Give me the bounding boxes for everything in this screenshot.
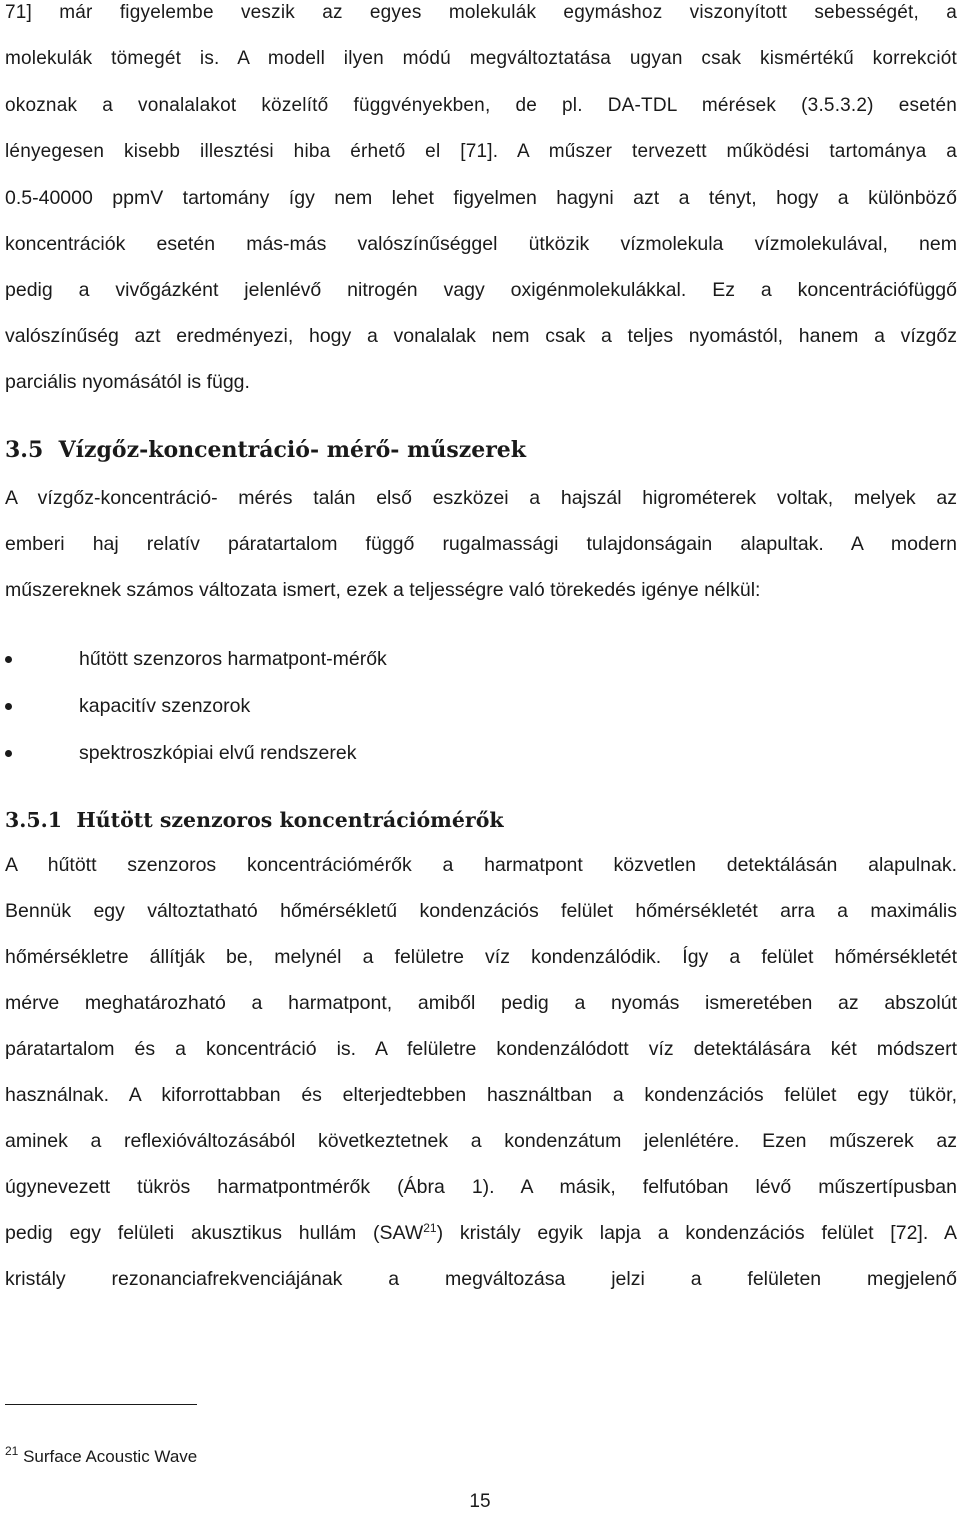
text-line [5, 1222, 957, 1245]
section-title: Vízgőz-koncentráció- mérő- műszerek [58, 437, 527, 463]
list-item-text: hűtött szenzoros harmatpont-mérők [79, 648, 387, 670]
text-line: páratartalom és a koncentráció is. A felületre kondenzálódott víz detektálására két módszert [5, 1038, 957, 1060]
list-item-text: kapacitív szenzorok [79, 695, 251, 717]
text-line: hőmérsékletre állítják be, melynél a felületre víz kondenzálódik. Így a felület hőmérsékletét [5, 946, 957, 968]
text-line: műszereknek számos változata ismert, ezek a teljességre való törekedés igénye nélkül: [5, 579, 761, 601]
bullet-icon [5, 703, 12, 710]
section-number: 3.5 [5, 437, 44, 463]
text-line: lényegesen kisebb illesztési hiba érhető el [71]. A műszer tervezett működési tartománya a [5, 141, 957, 162]
text-line: okoznak a vonalalakot közelítő függvényekben, de pl. DA-TDL mérések (3.5.3.2) esetén [5, 95, 957, 116]
subsection-number: 3.5.1 [5, 808, 63, 832]
subsection-title: Hűtött szenzoros koncentrációmérők [76, 808, 504, 832]
footnote [5, 1444, 198, 1467]
text-line: 0.5-40000 ppmV tartomány így nem lehet figyelmen hagyni azt a tényt, hogy a különböző [5, 187, 957, 209]
footnote-text: Surface Acoustic Wave [23, 1447, 198, 1466]
text-line: pedig a vivőgázként jelenlévő nitrogén vagy oxigénmolekulákkal. Ez a koncentrációfüggő [5, 279, 957, 301]
text-line: molekulák tömegét is. A modell ilyen módú megváltoztatása ugyan csak kismértékű korrekciót [5, 48, 957, 69]
list-item-text: spektroszkópiai elvű rendszerek [79, 742, 357, 764]
text-line: valószínűség azt eredményezi, hogy a vonalalak nem csak a teljes nyomástól, hanem a vízgőz [5, 325, 957, 347]
text-line: használnak. A kiforrottabban és elterjedtebben használtban a kondenzációs felület egy tükör, [5, 1084, 957, 1106]
bullet-icon [5, 656, 12, 663]
footnote-number: 21 [5, 1444, 19, 1458]
text-line: emberi haj relatív páratartalom függő rugalmassági tulajdonságain alapultak. A modern [5, 533, 957, 555]
section-heading [5, 437, 957, 463]
saw-text-after: ) kristály egyik lapja a kondenzációs felület [72]. A [436, 1222, 957, 1244]
text-line: 71] már figyelembe veszik az egyes molekulák egymáshoz viszonyított sebességét, a [5, 2, 957, 23]
text-line: A vízgőz-koncentráció- mérés talán első eszközei a hajszál higrométerek voltak, melyek az [5, 487, 957, 509]
bullet-icon [5, 750, 12, 757]
text-line: úgynevezett tükrös harmatpontmérők (Ábra 1). A másik, felfutóban lévő műszertípusban [5, 1176, 957, 1198]
text-line: mérve meghatározható a harmatpont, amiből pedig a nyomás ismeretében az abszolút [5, 992, 957, 1014]
text-line: A hűtött szenzoros koncentrációmérők a harmatpont közvetlen detektálásán alapulnak. [5, 854, 957, 876]
text-line: koncentrációk esetén más-más valószínűséggel ütközik vízmolekula vízmolekulával, nem [5, 233, 957, 255]
saw-text-before: pedig egy felületi akusztikus hullám (SAW [5, 1222, 424, 1244]
footnote-ref[interactable]: 21 [423, 1221, 437, 1235]
text-line: Bennük egy változtatható hőmérsékletű kondenzációs felület hőmérsékletét arra a maximális [5, 900, 957, 922]
page-number: 15 [469, 1491, 491, 1512]
footnote-separator [5, 1404, 197, 1405]
text-line: parciális nyomásától is függ. [5, 371, 250, 393]
text-line: kristály rezonanciafrekvenciájának a megváltozása jelzi a felületen megjelenő [5, 1268, 957, 1290]
subsection-heading [5, 808, 957, 832]
text-line: aminek a reflexióváltozásából következtetnek a kondenzátum jelenlétére. Ezen műszerek az [5, 1130, 957, 1152]
